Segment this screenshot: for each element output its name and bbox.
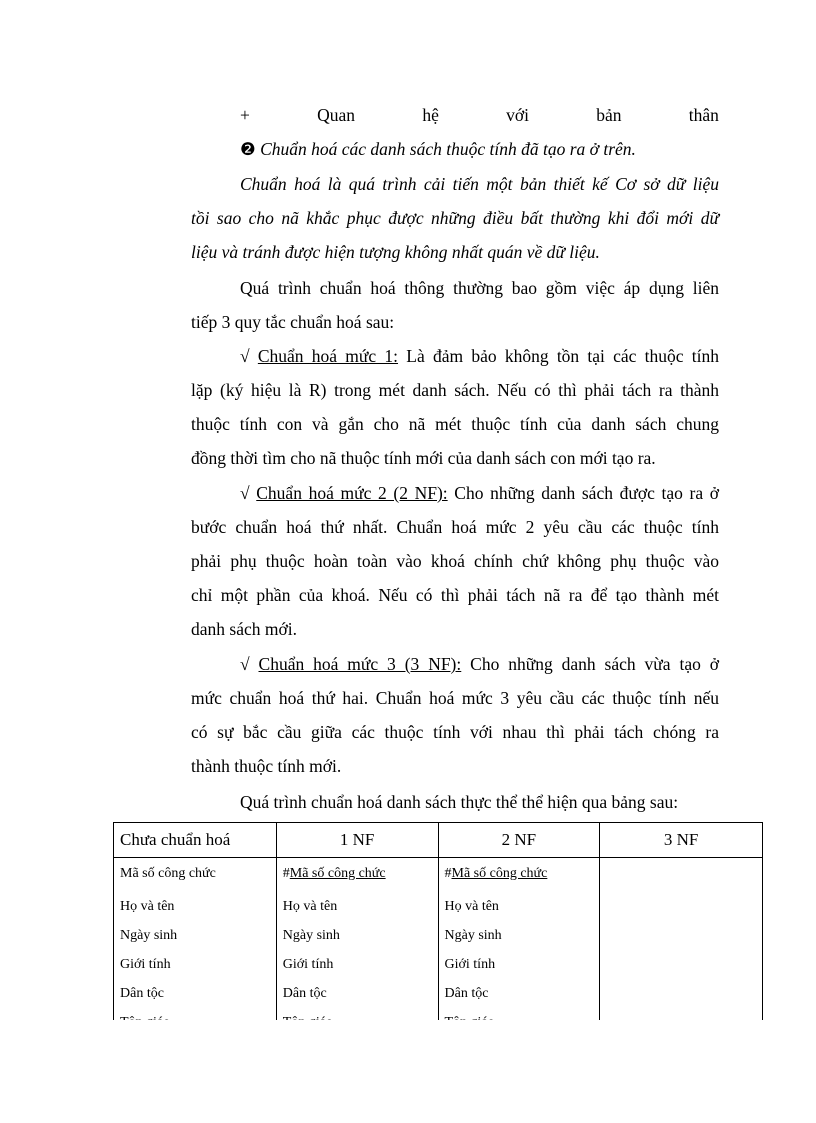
table-cell: Mã số công chức xyxy=(114,858,277,895)
table-row xyxy=(114,924,763,953)
table-cell: Dân tộc xyxy=(276,982,438,1011)
rule-3-first-rest: Cho những danh sách vừa tạo ở xyxy=(470,654,720,674)
primary-key-marker: # xyxy=(444,866,452,881)
table-cell: Ngày sinh xyxy=(114,924,277,953)
normalization-table xyxy=(113,822,763,1040)
rule-3-line: thành thuộc tính mới. xyxy=(191,756,342,776)
rule-2-first-rest: Cho những danh sách được tạo ra ở xyxy=(454,483,719,503)
intro-line: Quá trình chuẩn hoá thông thường bao gồm việc áp dụng liên xyxy=(240,278,719,298)
definition-line: Chuẩn hoá là quá trình cải tiến một bản thiết kế Cơ sở dữ liệu xyxy=(240,174,719,194)
rule-1-first-line xyxy=(240,346,719,366)
table-cell: Họ và tên xyxy=(276,895,438,924)
primary-key-marker: # xyxy=(282,866,290,881)
rule-3-first-line xyxy=(240,654,719,674)
rule-2-title: Chuẩn hoá mức 2 (2 NF): xyxy=(256,483,448,503)
header-unnormalized: Chưa chuẩn hoá xyxy=(114,823,277,858)
word-he: hệ xyxy=(422,105,439,125)
definition-line: tồi sao cho nã khắc phục được những điều bất thường khi đổi mới dữ xyxy=(191,208,719,228)
table-row xyxy=(114,953,763,982)
rule-2-line: bước chuẩn hoá thứ nhất. Chuẩn hoá mức 2 yêu cầu các thuộc tính xyxy=(191,517,719,537)
rule-1-line: lặp (ký hiệu là R) trong mét danh sách. Nếu có thì phải tách ra thành xyxy=(191,380,719,400)
word-quan: Quan xyxy=(317,105,356,125)
header-3nf: 3 NF xyxy=(600,823,763,858)
step-2-heading xyxy=(240,139,719,159)
primary-key-field: Mã số công chức xyxy=(289,866,386,881)
table-cell: Họ và tên xyxy=(438,895,600,924)
table-cell: Giới tính xyxy=(276,953,438,982)
relation-self-line xyxy=(240,105,719,125)
rule-2-line: danh sách mới. xyxy=(191,619,297,639)
word-voi: với xyxy=(506,105,529,125)
table-row xyxy=(114,982,763,1011)
step-2-bullet-icon: ❷ xyxy=(240,139,256,159)
rule-2-line: phải phụ thuộc hoàn toàn vào khoá chính chứ không phụ thuộc vào xyxy=(191,551,719,571)
table-cell: Ngày sinh xyxy=(438,924,600,953)
header-1nf: 1 NF xyxy=(276,823,438,858)
plus-sign: + xyxy=(240,105,250,125)
check-icon: √ xyxy=(240,483,250,503)
word-than: thân xyxy=(688,105,719,125)
rule-1-title: Chuẩn hoá mức 1: xyxy=(257,346,399,366)
table-cell xyxy=(600,953,763,982)
rule-3-line: có sự bắc cầu giữa các thuộc tính với nhau thì phải tách chóng ra xyxy=(191,722,719,742)
intro-line: tiếp 3 quy tắc chuẩn hoá sau: xyxy=(191,312,395,332)
table-caption: Quá trình chuẩn hoá danh sách thực thể thể hiện qua bảng sau: xyxy=(240,792,679,812)
rule-3-line: mức chuẩn hoá thứ hai. Chuẩn hoá mức 3 yêu cầu các thuộc tính nếu xyxy=(191,688,719,708)
table-cell: Họ và tên xyxy=(114,895,277,924)
primary-key-field: Mã số công chức xyxy=(451,866,548,881)
table-cell xyxy=(600,924,763,953)
rule-3-title: Chuẩn hoá mức 3 (3 NF): xyxy=(258,654,462,674)
check-icon: √ xyxy=(240,346,250,366)
rule-1-line: đồng thời tìm cho nã thuộc tính mới của danh sách con mới tạo ra. xyxy=(191,448,656,468)
rule-2-first-line xyxy=(240,483,719,503)
table-cell xyxy=(600,895,763,924)
step-2-text: Chuẩn hoá các danh sách thuộc tính đã tạo ra ở trên. xyxy=(260,139,636,159)
table-cell xyxy=(600,858,763,895)
table-cell: Giới tính xyxy=(114,953,277,982)
definition-line: liệu và tránh được hiện tượng không nhất quán về dữ liệu. xyxy=(191,242,600,262)
word-ban: bản xyxy=(596,105,622,125)
table-cell xyxy=(438,858,600,895)
page-bottom-margin xyxy=(113,1020,765,1123)
table-row xyxy=(114,895,763,924)
table-cell: Dân tộc xyxy=(438,982,600,1011)
table-cell: Giới tính xyxy=(438,953,600,982)
table-cell xyxy=(600,982,763,1011)
rule-2-line: chỉ một phần của khoá. Nếu có thì phải tách nã ra để tạo thành mét xyxy=(191,585,719,605)
table-header-row xyxy=(114,823,763,858)
table-row xyxy=(114,858,763,895)
table-cell: Ngày sinh xyxy=(276,924,438,953)
table-cell xyxy=(276,858,438,895)
check-icon: √ xyxy=(240,654,250,674)
header-2nf: 2 NF xyxy=(438,823,600,858)
rule-1-first-rest: Là đảm bảo không tồn tại các thuộc tính xyxy=(406,346,720,366)
table-cell: Dân tộc xyxy=(114,982,277,1011)
rule-1-line: thuộc tính con và gắn cho nã mét thuộc tính của danh sách chung xyxy=(191,414,719,434)
